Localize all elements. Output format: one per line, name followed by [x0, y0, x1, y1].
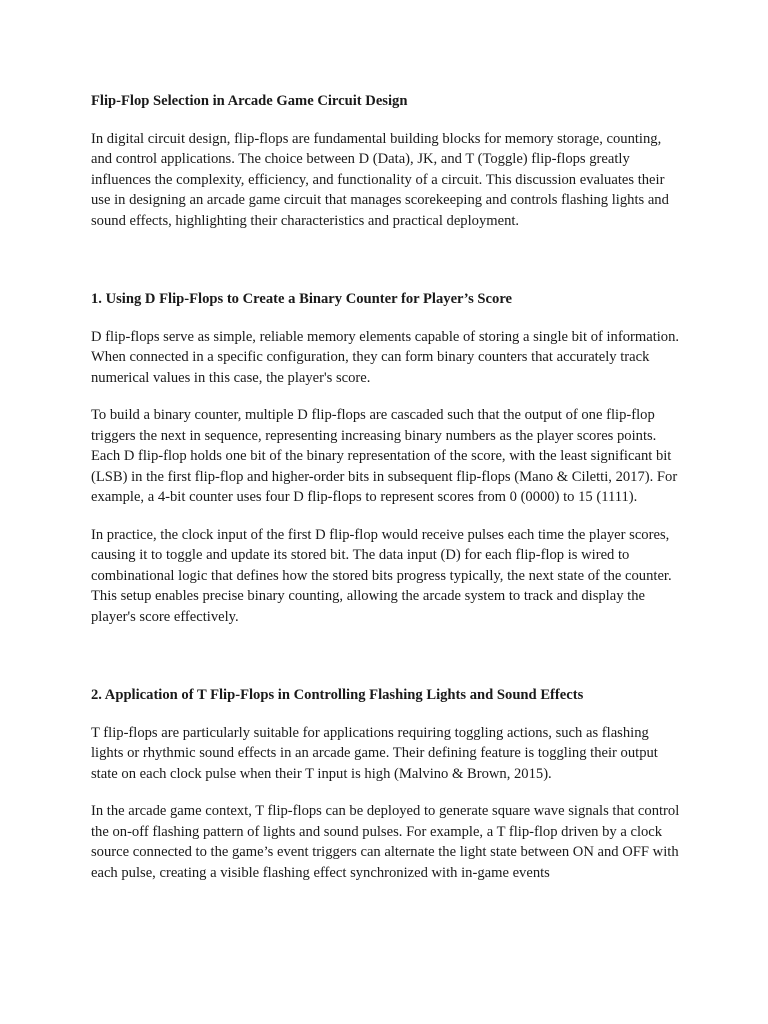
section-gap	[91, 644, 680, 685]
body-paragraph: T flip-flops are particularly suitable for applications requiring toggling actions, such as flashing lights or rhythmic sound effects in an arcade game. Their defining feature is toggling their output state on each clock pulse when their T input is high (Malvino & Brown, 2015).	[91, 724, 658, 782]
section-heading: 2. Application of T Flip-Flops in Controlling Flashing Lights and Sound Effects	[91, 687, 584, 703]
section-heading: 1. Using D Flip-Flops to Create a Binary Counter for Player’s Score	[91, 291, 513, 307]
section-gap	[91, 248, 680, 289]
section-2	[91, 685, 680, 883]
body-paragraph: In the arcade game context, T flip-flops can be deployed to generate square wave signals that control the on-off flashing pattern of lights and sound pulses. For example, a T flip-flop driven by a clock source connected to the game’s event triggers can alternate the light state between ON and OFF with each pulse, creating a visible flashing effect synchronized with in-game events	[91, 803, 680, 881]
body-paragraph: In practice, the clock input of the first D flip-flop would receive pulses each time the player scores, causing it to toggle and update its stored bit. The data input (D) for each flip-flop is wired to combinational logic that defines how the stored bits progress typically, the next state of the counter. This setup enables precise binary counting, allowing the arcade system to track and display the player's score effectively.	[91, 526, 672, 625]
body-paragraph: To build a binary counter, multiple D flip-flops are cascaded such that the output of one flip-flop triggers the next in sequence, representing increasing binary numbers as the player scores points. Each D flip-flop holds one bit of the binary representation of the score, with the least significant bit (LSB) in the first flip-flop and higher-order bits in subsequent flip-flops (Mano & Ciletti, 2017). For example, a 4-bit counter uses four D flip-flops to represent scores from 0 (0000) to 15 (1111).	[91, 407, 678, 505]
section-1	[91, 289, 680, 627]
document-title: Flip-Flop Selection in Arcade Game Circuit Design	[91, 93, 408, 109]
intro-paragraph: In digital circuit design, flip-flops are fundamental building blocks for memory storage, counting, and control applications. The choice between D (Data), JK, and T (Toggle) flip-flops greatly influences the complexity, efficiency, and functionality of a circuit. This discussion evaluates their use in designing an arcade game circuit that manages scorekeeping and controls flashing lights and sound effects, highlighting their characteristics and practical deployment.	[91, 130, 669, 229]
body-paragraph: D flip-flops serve as simple, reliable memory elements capable of storing a single bit of information. When connected in a specific configuration, they can form binary counters that accurately track numerical values in this case, the player's score.	[91, 328, 680, 386]
